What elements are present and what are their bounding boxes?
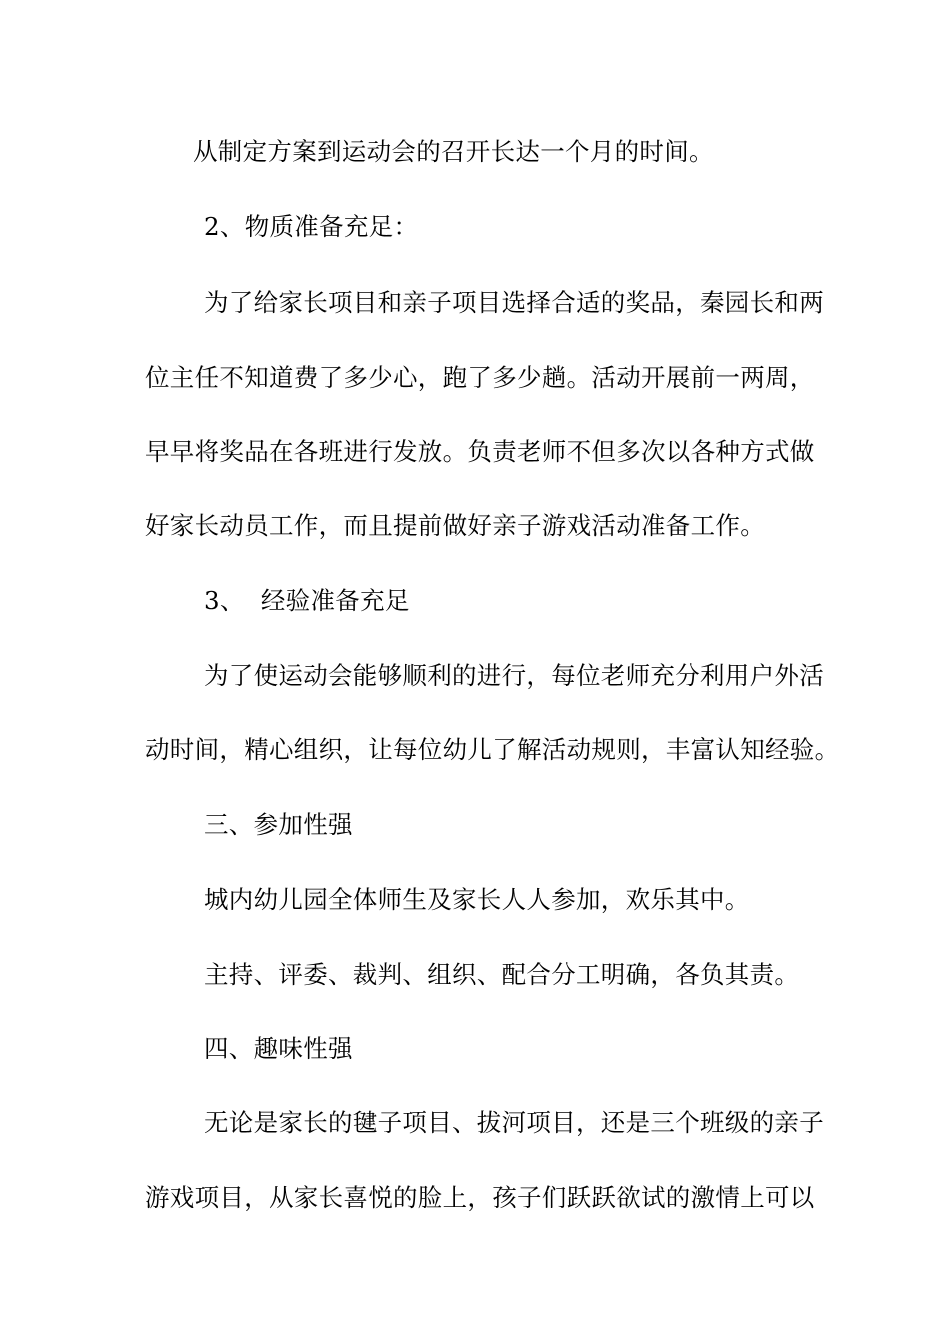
paragraph-line: 游戏项目，从家长喜悦的脸上，孩子们跃跃欲试的激情上可以	[145, 1183, 815, 1212]
paragraph-line: 城内幼儿园全体师生及家长人人参加，欢乐其中。	[204, 885, 750, 914]
paragraph-line: 位主任不知道费了多少心，跑了多少趟。活动开展前一两周，	[145, 363, 815, 392]
paragraph-line: 为了给家长项目和亲子项目选择合适的奖品，秦园长和两	[204, 288, 824, 317]
section-heading: 三、参加性强	[204, 810, 353, 839]
paragraph-line: 主持、评委、裁判、组织、配合分工明确，各负其责。	[204, 960, 800, 989]
paragraph-line: 早早将奖品在各班进行发放。负责老师不但多次以各种方式做	[145, 437, 815, 466]
paragraph-line: 动时间，精心组织，让每位幼儿了解活动规则，丰富认知经验。	[145, 735, 840, 764]
paragraph-line: 无论是家长的毽子项目、拔河项目，还是三个班级的亲子	[204, 1108, 824, 1137]
paragraph-line: 好家长动员工作，而且提前做好亲子游戏活动准备工作。	[145, 511, 765, 540]
section-heading: 3、 经验准备充足	[204, 586, 410, 615]
section-heading: 四、趣味性强	[204, 1034, 353, 1063]
section-heading: 2、物质准备充足：	[204, 212, 419, 241]
paragraph-line: 从制定方案到运动会的召开长达一个月的时间。	[193, 137, 714, 166]
paragraph-line: 为了使运动会能够顺利的进行，每位老师充分利用户外活	[204, 661, 824, 690]
